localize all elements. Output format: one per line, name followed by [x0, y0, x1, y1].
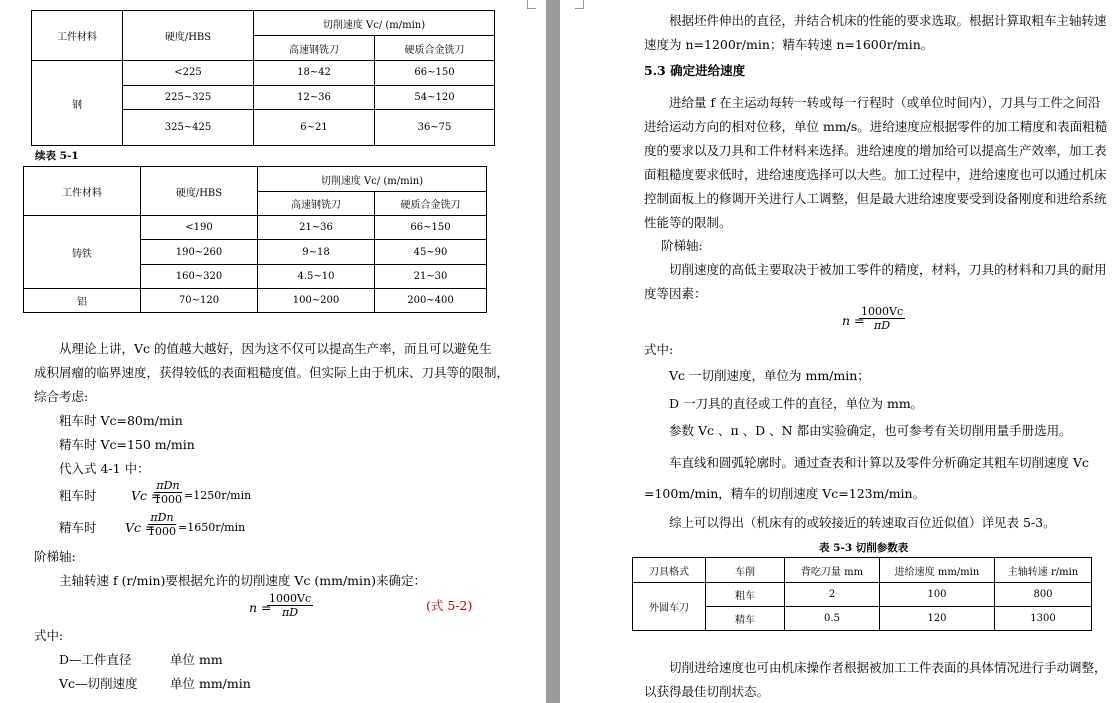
cell-carbide: 66~150: [375, 61, 495, 85]
definition-line: Vc 一切削速度，单位为 mm/min；: [669, 368, 870, 383]
cell-spindle: 800: [995, 583, 1092, 607]
formula-numerator: 1000Vc: [861, 305, 904, 318]
where-label: 式中:: [644, 342, 674, 357]
cell-carbide: 66~150: [375, 216, 487, 240]
header-speed: 切削速度 Vс/ (m/min): [254, 11, 495, 36]
formula-denominator: 1000: [154, 493, 182, 506]
group-aluminum: 铝: [24, 289, 141, 313]
formula-fraction: [859, 305, 905, 332]
definition-line: D 一刀具的直径或工件的直径，单位为 mm。: [669, 396, 924, 411]
header-depth: 背吃刀量 mm: [785, 558, 880, 583]
paragraph-line: 切削进给速度也可由机床操作者根据被加工工件表面的具体情况进行手动调整，: [669, 660, 1107, 675]
cell-hbs: 190~260: [141, 240, 258, 265]
paragraph-line: 综合考虑:: [34, 389, 89, 404]
speed-label: Vc—切削速度: [59, 676, 138, 691]
cell-hbs: 225~325: [123, 85, 254, 109]
group-steel: 钢: [32, 61, 123, 146]
equation-reference: (式 5-2): [426, 598, 473, 613]
header-material: 工件材料: [32, 11, 123, 61]
paragraph-line: 根据坯件伸出的直径，并结合机床的性能的要求选取。根据计算取粗车主轴转速: [669, 13, 1107, 28]
substitute-text: 代入式 4-1 中：: [59, 461, 150, 476]
cell-carbide: 200~400: [375, 289, 487, 313]
paragraph-line: 切削速度的高低主要取决于被加工零件的精度，材料，刀具的材料和刀具的耐用: [669, 262, 1107, 277]
header-hardness: 硬度/HBS: [123, 11, 254, 61]
paragraph-line: 进给运动方向的相对位移，单位 mm/s。进给速度应根据零件的加工精度和表面粗糙: [644, 119, 1108, 134]
cell-hss: 12~36: [254, 85, 375, 109]
cell-hbs: <190: [141, 216, 258, 240]
cell-feed: 100: [880, 583, 995, 607]
cell-turning: 精车: [706, 607, 785, 631]
formula-rhs: =1650r/min: [178, 521, 246, 534]
formula-denominator: πD: [282, 606, 299, 619]
header-hss: 高速钢铣刀: [258, 192, 375, 216]
cell-carbide: 36~75: [375, 109, 495, 145]
header-carbide: 硬质合金铣刀: [375, 192, 487, 216]
continued-table-caption: 续表 5-1: [35, 150, 79, 162]
cutting-speed-table-iron: [23, 166, 487, 313]
cutting-speed-table-steel: [31, 10, 495, 146]
paragraph-line: 成积屑瘤的临界速度，获得较低的表面粗糙度值。但实际上由于机床、刀具等的限制，: [34, 365, 510, 380]
finish-speed-text: 精车时 Vc=150 m/min: [59, 437, 195, 452]
margin-mark: [527, 0, 536, 9]
cell-hss: 4.5~10: [258, 265, 375, 289]
formula-lhs: n =: [842, 313, 865, 328]
header-hss: 高速钢铣刀: [254, 36, 375, 61]
group-outer-turning-tool: 外圆车刀: [633, 583, 706, 631]
header-hardness: 硬度/HBS: [141, 167, 258, 216]
paragraph-line: 度等因素：: [644, 286, 707, 301]
left-page: [0, 0, 546, 703]
cell-hbs: 325~425: [123, 109, 254, 145]
paragraph-line: 控制面板上的修调开关进行人工调整，但是最大进给速度要受到设备刚度和进给系统: [644, 191, 1107, 206]
formula-denominator: πD: [874, 319, 891, 332]
margin-mark: [575, 0, 584, 9]
formula-fraction: [148, 511, 176, 538]
cell-carbide: 21~30: [375, 265, 487, 289]
cell-hss: 6~21: [254, 109, 375, 145]
header-spindle: 主轴转速 r/min: [995, 558, 1092, 583]
formula-numerator: 1000Vc: [269, 592, 312, 605]
cell-hbs: 70~120: [141, 289, 258, 313]
formula-lhs: n =: [249, 600, 272, 615]
formula-lhs: Vc =: [125, 520, 156, 535]
formula-fraction: [154, 479, 182, 506]
formula-denominator: 1000: [148, 525, 176, 538]
paragraph-line: 从理论上讲，Vc 的值越大越好，因为这不仅可以提高生产率，而且可以避免生: [59, 341, 492, 356]
section-heading: 5.3 确定进给速度: [644, 63, 746, 78]
cell-feed: 120: [880, 607, 995, 631]
header-carbide: 硬质合金铣刀: [375, 36, 495, 61]
cell-depth: 0.5: [785, 607, 880, 631]
paragraph-line: =100m/min，精车的切削速度 Vc=123m/min。: [644, 486, 926, 501]
cell-hbs: <225: [123, 61, 254, 85]
speed-unit: 单位 mm/min: [170, 676, 251, 691]
formula-lhs: Vc =: [131, 488, 162, 503]
header-turning: 车削: [706, 558, 785, 583]
formula-numerator: πDn: [148, 511, 176, 525]
header-tool: 刀具格式: [633, 558, 706, 583]
where-label: 式中:: [34, 628, 64, 643]
stepped-shaft-label: 阶梯轴:: [661, 238, 703, 253]
table-caption: 表 5-3 切削参数表: [819, 542, 909, 554]
diameter-unit: 单位 mm: [170, 652, 223, 667]
cell-hss: 9~18: [258, 240, 375, 265]
cutting-parameters-table: [632, 557, 1092, 631]
cell-depth: 2: [785, 583, 880, 607]
paragraph-line: 性能等的限制。: [644, 215, 732, 230]
paragraph-line: 综上可以得出（机床有的或较接近的转速取百位近似值）详见表 5-3。: [669, 515, 1056, 530]
finish-label: 精车时: [59, 520, 97, 535]
paragraph-line: 速度为 n=1200r/min；精车转速 n=1600r/min。: [644, 37, 934, 52]
stepped-shaft-label: 阶梯轴:: [34, 549, 76, 564]
paragraph-line: 度的要求以及刀具和工件材料来选择。进给速度的增加给可以提高生产效率，加工表: [644, 143, 1107, 158]
formula-numerator: πDn: [154, 479, 182, 493]
cell-spindle: 1300: [995, 607, 1092, 631]
diameter-label: D—工件直径: [59, 652, 132, 667]
cell-carbide: 45~90: [375, 240, 487, 265]
cell-turning: 粗车: [706, 583, 785, 607]
formula-fraction: [267, 592, 313, 619]
paragraph-line: 进给量 f 在主运动每转一转或每一行程时（或单位时间内），刀具与工件之间沿: [669, 95, 1101, 110]
rough-speed-text: 粗车时 Vc=80m/min: [59, 413, 183, 428]
paragraph-line: 面粗糙度要求低时，进给速度选择可以大些。加工过程中，进给速度也可以通过机床: [644, 167, 1107, 182]
page-separator: [546, 0, 560, 703]
header-feed: 进给速度 mm/min: [880, 558, 995, 583]
rough-label: 粗车时: [59, 488, 97, 503]
group-cast-iron: 铸铁: [24, 216, 141, 289]
header-speed: 切削速度 Vc/ (m/min): [258, 167, 487, 192]
right-page: [560, 0, 1119, 703]
cell-hss: 100~200: [258, 289, 375, 313]
spindle-speed-text: 主轴转速 f (r/min)要根据允许的切削速度 Vc (mm/min)来确定：: [59, 573, 426, 588]
cell-hss: 21~36: [258, 216, 375, 240]
paragraph-line: 车直线和圆弧轮廓时。通过查表和计算以及零件分析确定其粗车切削速度 Vc: [669, 455, 1090, 470]
definition-line: 参数 Vc 、π 、D 、N 都由实验确定，也可参考有关切削用量手册选用。: [669, 423, 1072, 438]
cell-hbs: 160~320: [141, 265, 258, 289]
cell-hss: 18~42: [254, 61, 375, 85]
header-material: 工件材料: [24, 167, 141, 216]
cell-carbide: 54~120: [375, 85, 495, 109]
paragraph-line: 以获得最佳切削状态。: [644, 684, 770, 699]
formula-rhs: =1250r/min: [184, 489, 252, 502]
